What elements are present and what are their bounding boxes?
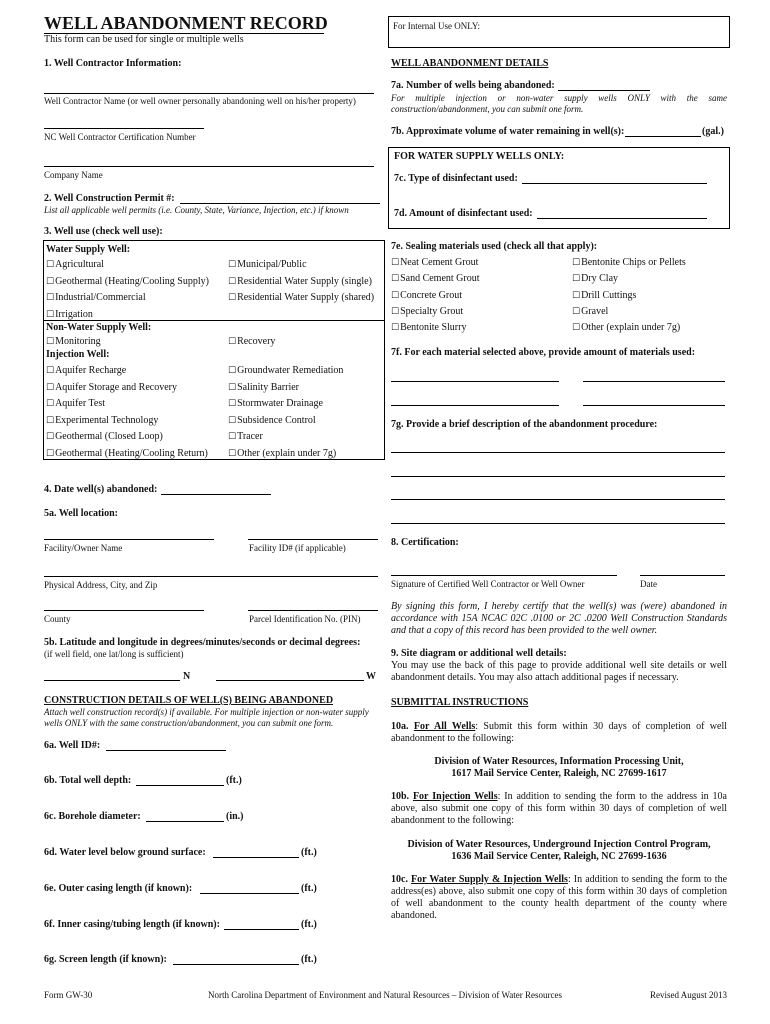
field-7d-label: 7d. Amount of disinfectant used: xyxy=(394,208,533,219)
sealing-other-explain-under-7g-checkbox[interactable]: ☐ Other (explain under 7g) xyxy=(572,322,680,334)
field-7a-label: 7a. Number of wells being abandoned: xyxy=(391,80,555,91)
well-use-other-explain-under-7g-checkbox[interactable]: ☐ Other (explain under 7g) xyxy=(228,448,336,460)
section-8-heading: 8. Certification: xyxy=(391,537,459,548)
field-7g-line-4 xyxy=(391,523,725,524)
field-7a-note: For multiple injection or non-water supply wells ONLY with the same construction/abandonment, you can submit one form. xyxy=(391,93,727,114)
non-water-heading: Non-Water Supply Well: xyxy=(46,322,152,333)
certification-text: By signing this form, I hereby certify that the well(s) was (were) abandoned in accordance with 15A NCAC 02C .0100 or 2C .0200 Well Construction Standards and that a copy of this record has been provided to the well owner. xyxy=(391,601,727,636)
county-label: County xyxy=(44,614,71,624)
field-6g-label: 6g. Screen length (if known): xyxy=(44,954,167,965)
field-7f-line-1b xyxy=(583,381,725,382)
sealing-bentonite-chips-or-pellets-checkbox[interactable]: ☐ Bentonite Chips or Pellets xyxy=(572,257,686,269)
instruction-10c-label: 10c. xyxy=(391,874,408,885)
instruction-10a-label: 10a. xyxy=(391,721,409,732)
latitude-line xyxy=(44,680,180,681)
footer-department: North Carolina Department of Environment and Natural Resources – Division of Water Resources xyxy=(208,990,563,1000)
address-2-line-2: 1636 Mail Service Center, Raleigh, NC 27699-1636 xyxy=(451,851,667,862)
field-6f-label: 6f. Inner casing/tubing length (if known): xyxy=(44,919,220,930)
address-1-line-2: 1617 Mail Service Center, Raleigh, NC 27699-1617 xyxy=(451,768,667,779)
well-use-industrial-commercial-checkbox[interactable]: ☐ Industrial/Commercial xyxy=(46,292,146,304)
details-title: WELL ABANDONMENT DETAILS xyxy=(391,58,549,69)
well-use-residential-water-supply-shared-checkbox[interactable]: ☐ Residential Water Supply (shared) xyxy=(228,292,374,304)
well-use-monitoring-checkbox[interactable]: ☐ Monitoring xyxy=(46,336,101,348)
field-6f-unit: (ft.) xyxy=(301,919,317,930)
injection-heading: Injection Well: xyxy=(46,349,110,360)
water-supply-only-heading: FOR WATER SUPPLY WELLS ONLY: xyxy=(394,151,565,162)
facility-owner-line xyxy=(44,539,214,540)
date-line xyxy=(640,575,725,576)
pin-label: Parcel Identification No. (PIN) xyxy=(249,614,361,624)
well-use-geothermal-closed-loop-checkbox[interactable]: ☐ Geothermal (Closed Loop) xyxy=(46,431,163,443)
section-5b-heading: 5b. Latitude and longitude in degrees/minutes/seconds or decimal degrees: xyxy=(44,637,361,648)
field-6c-line xyxy=(146,821,224,822)
field-6g-line xyxy=(173,964,299,965)
sealing-bentonite-slurry-checkbox[interactable]: ☐ Bentonite Slurry xyxy=(391,322,466,334)
company-line xyxy=(44,166,374,167)
section-4-heading: 4. Date well(s) abandoned: xyxy=(44,484,158,495)
well-use-tracer-checkbox[interactable]: ☐ Tracer xyxy=(228,431,263,443)
footer-form-number: Form GW-30 xyxy=(44,990,93,1000)
sealing-drill-cuttings-checkbox[interactable]: ☐ Drill Cuttings xyxy=(572,290,636,302)
instruction-10a-text: : Submit this form within 30 days of completion of well abandonment to the following: xyxy=(391,721,727,744)
field-7c-label: 7c. Type of disinfectant used: xyxy=(394,173,518,184)
well-use-geothermal-heating-cooling-return-checkbox[interactable]: ☐ Geothermal (Heating/Cooling Return) xyxy=(46,448,208,460)
cert-number-label: NC Well Contractor Certification Number xyxy=(44,132,196,142)
page-subtitle: This form can be used for single or multiple wells xyxy=(44,34,244,45)
field-7d-line xyxy=(537,218,707,219)
pin-line xyxy=(248,610,378,611)
facility-owner-label: Facility/Owner Name xyxy=(44,543,123,553)
sealing-specialty-grout-checkbox[interactable]: ☐ Specialty Grout xyxy=(391,306,463,318)
field-7b-label: 7b. Approximate volume of water remaining in well(s): xyxy=(391,126,625,137)
section-5b-note: (if well field, one lat/long is sufficient) xyxy=(44,649,184,659)
field-6a-label: 6a. Well ID#: xyxy=(44,740,101,751)
field-7g-label: 7g. Provide a brief description of the abandonment procedure: xyxy=(391,419,658,430)
instruction-10c xyxy=(391,874,727,922)
field-7e-label: 7e. Sealing materials used (check all that apply): xyxy=(391,241,598,252)
contractor-name-line xyxy=(44,93,374,94)
well-use-irrigation-checkbox[interactable]: ☐ Irrigation xyxy=(46,309,93,321)
field-6b-line xyxy=(136,785,224,786)
county-line xyxy=(44,610,204,611)
section-9-text: You may use the back of this page to provide additional well site details or well abandonment details. You may also attach additional pages if necessary. xyxy=(391,660,727,683)
instruction-10b-label: 10b. xyxy=(391,791,410,802)
well-use-experimental-technology-checkbox[interactable]: ☐ Experimental Technology xyxy=(46,415,158,427)
address-line xyxy=(44,576,378,577)
field-6d-label: 6d. Water level below ground surface: xyxy=(44,847,206,858)
date-label: Date xyxy=(640,579,657,589)
field-6c-unit: (in.) xyxy=(226,811,244,822)
field-6f-line xyxy=(224,929,299,930)
well-use-salinity-barrier-checkbox[interactable]: ☐ Salinity Barrier xyxy=(228,382,299,394)
well-use-geothermal-heating-cooling-supply-checkbox[interactable]: ☐ Geothermal (Heating/Cooling Supply) xyxy=(46,276,209,288)
field-7g-line-3 xyxy=(391,499,725,500)
longitude-w: W xyxy=(366,671,376,682)
submittal-heading: SUBMITTAL INSTRUCTIONS xyxy=(391,697,529,708)
well-use-aquifer-storage-and-recovery-checkbox[interactable]: ☐ Aquifer Storage and Recovery xyxy=(46,382,177,394)
field-6e-unit: (ft.) xyxy=(301,883,317,894)
well-use-groundwater-remediation-checkbox[interactable]: ☐ Groundwater Remediation xyxy=(228,365,343,377)
cert-number-line xyxy=(44,128,204,129)
signature-line xyxy=(391,575,617,576)
field-6e-label: 6e. Outer casing length (if known): xyxy=(44,883,193,894)
well-use-agricultural-checkbox[interactable]: ☐ Agricultural xyxy=(46,259,104,271)
construction-title: CONSTRUCTION DETAILS OF WELL(S) BEING ABANDONED xyxy=(44,695,334,706)
sealing-dry-clay-checkbox[interactable]: ☐ Dry Clay xyxy=(572,273,618,285)
instruction-10b xyxy=(391,791,727,827)
field-7f-line-2a xyxy=(391,405,559,406)
address-1-line-1: Division of Water Resources, Information Processing Unit, xyxy=(434,756,684,767)
well-use-recovery-checkbox[interactable]: ☐ Recovery xyxy=(228,336,275,348)
facility-id-label: Facility ID# (if applicable) xyxy=(249,543,346,553)
well-use-aquifer-recharge-checkbox[interactable]: ☐ Aquifer Recharge xyxy=(46,365,126,377)
signature-label: Signature of Certified Well Contractor or Well Owner xyxy=(391,579,585,589)
date-abandoned-line xyxy=(161,494,271,495)
field-6c-label: 6c. Borehole diameter: xyxy=(44,811,141,822)
address-label: Physical Address, City, and Zip xyxy=(44,580,158,590)
instruction-10c-text: : In addition to sending the form to the address(es) above, also submit one copy of this form within 30 days of completion of well abandonment to the county health department of the county where abandoned. xyxy=(391,874,728,921)
field-7c-line xyxy=(522,183,707,184)
contractor-name-label: Well Contractor Name (or well owner personally abandoning well on his/her property) xyxy=(44,96,356,106)
well-use-divider-1 xyxy=(43,320,384,321)
well-use-residential-water-supply-single-checkbox[interactable]: ☐ Residential Water Supply (single) xyxy=(228,276,372,288)
sealing-gravel-checkbox[interactable]: ☐ Gravel xyxy=(572,306,608,318)
footer-revised: Revised August 2013 xyxy=(650,990,728,1000)
field-6a-line xyxy=(106,750,226,751)
permit-line xyxy=(180,203,380,204)
latitude-n: N xyxy=(183,671,191,682)
construction-note: Attach well construction record(s) if available. For multiple injection or non-water supply wells ONLY with the same construction/abandonment, you can submit one form. xyxy=(44,707,369,728)
field-7g-line-1 xyxy=(391,452,725,453)
well-use-stormwater-drainage-checkbox[interactable]: ☐ Stormwater Drainage xyxy=(228,398,323,410)
field-7f-line-1a xyxy=(391,381,559,382)
well-use-subsidence-control-checkbox[interactable]: ☐ Subsidence Control xyxy=(228,415,316,427)
field-6d-line xyxy=(213,857,299,858)
section-9-heading: 9. Site diagram or additional well details: xyxy=(391,648,567,659)
field-7b-unit: (gal.) xyxy=(702,126,724,137)
field-6b-label: 6b. Total well depth: xyxy=(44,775,132,786)
well-use-municipal-public-checkbox[interactable]: ☐ Municipal/Public xyxy=(228,259,307,271)
sealing-sand-cement-grout-checkbox[interactable]: ☐ Sand Cement Grout xyxy=(391,273,480,285)
company-label: Company Name xyxy=(44,170,103,180)
field-7f-line-2b xyxy=(583,405,725,406)
facility-id-line xyxy=(248,539,378,540)
instruction-10c-head: For Water Supply & Injection Wells xyxy=(411,874,568,885)
sealing-concrete-grout-checkbox[interactable]: ☐ Concrete Grout xyxy=(391,290,462,302)
longitude-line xyxy=(216,680,364,681)
field-6e-line xyxy=(200,893,299,894)
instruction-10a-head: For All Wells xyxy=(413,721,476,732)
well-use-aquifer-test-checkbox[interactable]: ☐ Aquifer Test xyxy=(46,398,105,410)
section-3-heading: 3. Well use (check well use): xyxy=(44,226,163,237)
field-7a-line xyxy=(558,90,650,91)
field-6d-unit: (ft.) xyxy=(301,847,317,858)
address-2-line-1: Division of Water Resources, Underground Injection Control Program, xyxy=(407,839,711,850)
sealing-neat-cement-grout-checkbox[interactable]: ☐ Neat Cement Grout xyxy=(391,257,478,269)
field-7b-line xyxy=(625,136,701,137)
section-5a-heading: 5a. Well location: xyxy=(44,508,118,519)
field-7f-label: 7f. For each material selected above, provide amount of materials used: xyxy=(391,347,696,358)
field-6g-unit: (ft.) xyxy=(301,954,317,965)
water-supply-heading: Water Supply Well: xyxy=(46,244,131,255)
section-2-heading: 2. Well Construction Permit #: xyxy=(44,193,175,204)
page-title: WELL ABANDONMENT RECORD xyxy=(44,13,328,33)
instruction-10b-head: For Injection Wells xyxy=(412,791,498,802)
field-7g-line-2 xyxy=(391,476,725,477)
section-1-heading: 1. Well Contractor Information: xyxy=(44,58,182,69)
field-6b-unit: (ft.) xyxy=(226,775,242,786)
instruction-10a xyxy=(391,721,727,745)
section-2-note: List all applicable well permits (i.e. County, State, Variance, Injection, etc.) if known xyxy=(44,205,349,215)
instruction-10b-text: : In addition to sending the form to the address in 10a above, also submit one copy of this form within 30 days of completion of well abandonment to the following: xyxy=(391,791,727,826)
internal-use-label: For Internal Use ONLY: xyxy=(393,21,481,31)
